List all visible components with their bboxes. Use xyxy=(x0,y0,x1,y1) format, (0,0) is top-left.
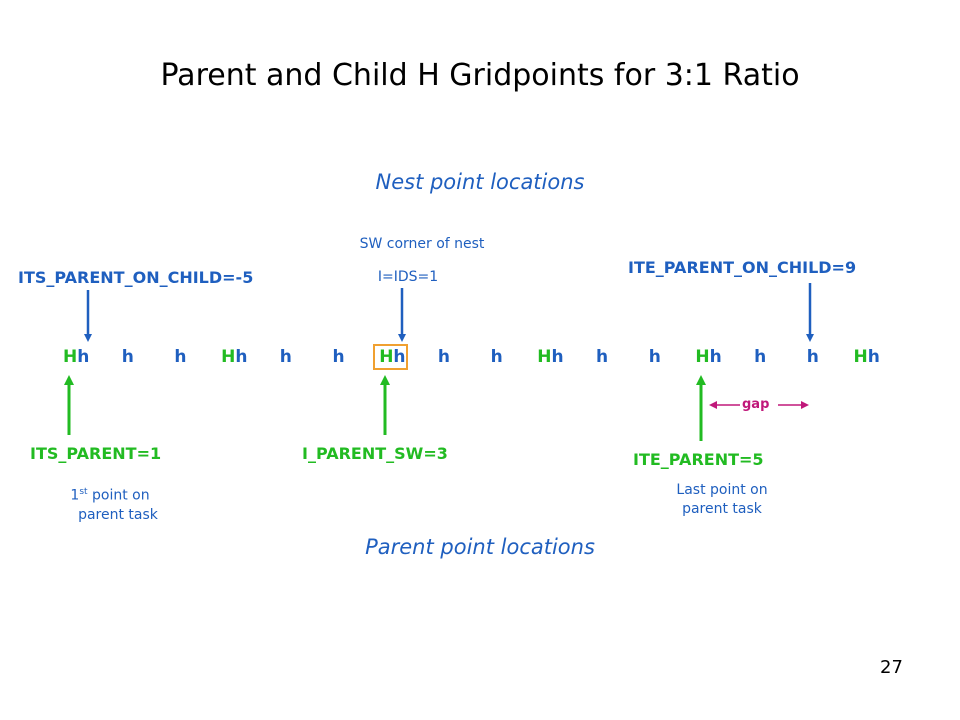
ite-parent-on-child-label: ITE_PARENT_ON_CHILD=9 xyxy=(628,258,857,277)
child-point-letter: h xyxy=(174,347,187,367)
child-point-letter: h xyxy=(121,347,134,367)
nest-heading: Nest point locations xyxy=(375,170,585,194)
first-point-note-line2: parent task xyxy=(78,506,158,523)
child-point-letter: h xyxy=(437,347,450,367)
last-point-note-line1: Last point on xyxy=(676,482,768,498)
sw-corner-note: SW corner of nest xyxy=(359,236,485,252)
its-parent-label: ITS_PARENT=1 xyxy=(30,444,162,463)
child-point-letter: h xyxy=(77,347,90,367)
child-point-letter: h xyxy=(235,347,248,367)
child-point-letter: h xyxy=(709,347,722,367)
first-point-note-rest: point on xyxy=(87,487,150,504)
child-point-letter: h xyxy=(754,347,767,367)
parent-point-letter: H xyxy=(695,347,710,367)
ite-parent-label: ITE_PARENT=5 xyxy=(633,450,764,469)
i-ids-label: I=IDS=1 xyxy=(377,269,439,285)
parent-point-letter: H xyxy=(379,347,394,367)
last-point-note-line2: parent task xyxy=(682,501,762,517)
parent-heading: Parent point locations xyxy=(365,535,595,559)
parent-point-letter: H xyxy=(63,347,78,367)
its-parent-on-child-label: ITS_PARENT_ON_CHILD=-5 xyxy=(18,268,254,287)
parent-point-letter: H xyxy=(537,347,552,367)
child-point-letter: h xyxy=(867,347,880,367)
parent-point-letter: H xyxy=(853,347,868,367)
child-point-letter: h xyxy=(393,347,406,367)
child-point-letter: h xyxy=(648,347,661,367)
parent-point-letter: H xyxy=(221,347,236,367)
first-point-note-number: 1 xyxy=(70,487,80,504)
child-point-letter: h xyxy=(596,347,609,367)
page-title: Parent and Child H Gridpoints for 3:1 Ratio xyxy=(160,58,800,93)
i-parent-sw-label: I_PARENT_SW=3 xyxy=(302,444,448,463)
first-point-note-sup: st xyxy=(79,487,88,497)
page-number: 27 xyxy=(880,657,903,678)
child-point-letter: h xyxy=(490,347,503,367)
child-point-letter: h xyxy=(332,347,345,367)
child-point-letter: h xyxy=(806,347,819,367)
child-point-letter: h xyxy=(279,347,292,367)
child-point-letter: h xyxy=(551,347,564,367)
gap-label: gap xyxy=(742,397,770,412)
